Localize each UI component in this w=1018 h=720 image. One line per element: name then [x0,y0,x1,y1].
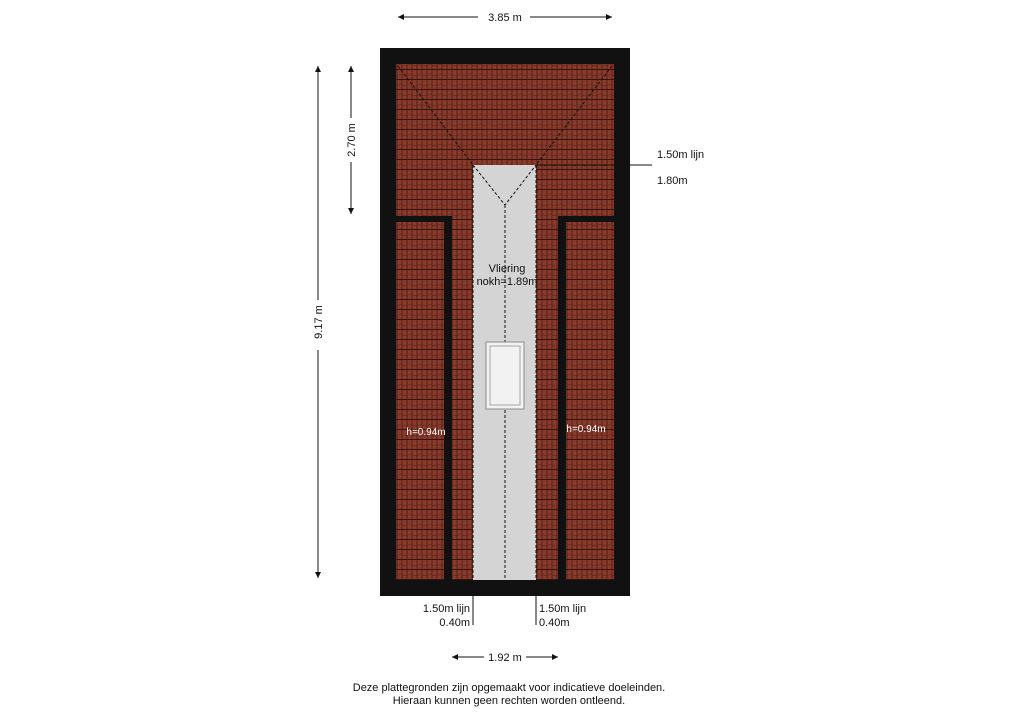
roof-hatch [486,342,524,409]
left-strip-height: h=0.94m [406,427,446,438]
bottom-left-value-label: 0.40m [439,617,470,629]
right-strip-height: h=0.94m [566,424,606,435]
dimension-height-total-label: 9.17 m [313,305,325,339]
dimension-width-top-label: 3.85 m [488,12,522,24]
bottom-right-value-label: 0.40m [539,617,570,629]
room-name: Vliering [488,263,526,275]
top-right-line-label: 1.50m lijn [657,149,705,161]
top-right-value-label: 1.80m [657,175,688,187]
bottom-left-line-label: 1.50m lijn [422,603,470,615]
bottom-right-line-label: 1.50m lijn [539,603,587,615]
dimension-width-bottom-label: 1.92 m [488,652,522,664]
room-ridge-height: nokh=1.89m [476,276,538,288]
disclaimer-line-1: Deze plattegronden zijn opgemaakt voor indicatieve doeleinden. [352,682,666,694]
disclaimer-line-2: Hieraan kunnen geen rechten worden ontleend. [392,695,626,707]
dimension-height-partial-label: 2.70 m [346,123,358,157]
